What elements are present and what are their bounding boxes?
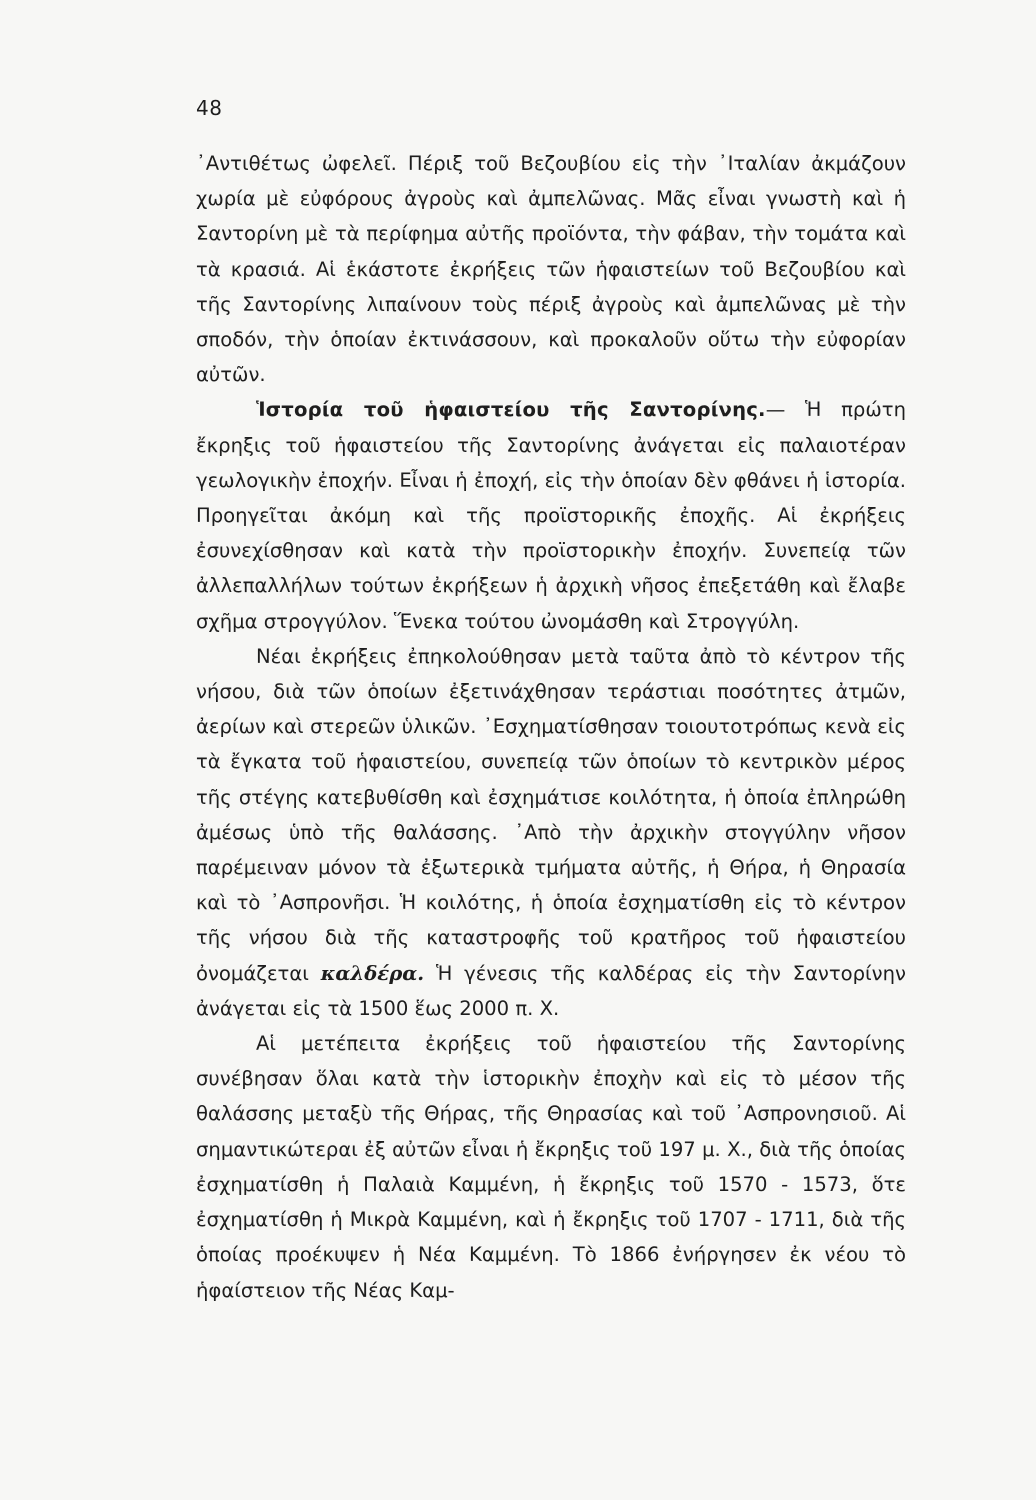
body-text bbox=[196, 146, 906, 1308]
paragraph-3-text-before: Νέαι ἐκρήξεις ἐπηκολούθησαν μετὰ ταῦτα ἀπὸ τὸ κέντρον τῆς νήσου, διὰ τῶν ὁποίων ἐξετινάχθησαν τεράστιαι ποσότητες ἀτμῶν, ἀερίων καὶ στερεῶν ὑλικῶν. ᾿Εσχηματίσθησαν τοιουτοτρόπως κενὰ εἰς τὰ ἔγκατα τοῦ ἡφαιστείου, συνεπείᾳ τῶν ὁποίων τὸ κεντρικὸν μέρος τῆς στέγης κατεβυθίσθη καὶ ἐσχημάτισε κοιλότητα, ἡ ὁποία ἐπληρώθη ἀμέσως ὑπὸ τῆς θαλάσσης. ᾿Απὸ τὴν ἀρχικὴν στογγύλην νῆσον παρέμειναν μόνον τὰ ἐξωτερικὰ τμήματα αὐτῆς, ἡ Θήρα, ἡ Θηρασία καὶ τὸ ᾿Ασπρονῆσι. Ἡ κοιλότης, ἡ ὁποία ἐσχηματίσθη εἰς τὸ κέντρον τῆς νήσου διὰ τῆς καταστροφῆς τοῦ κρατῆρος τοῦ ἡφαιστείου ὀνομάζεται bbox=[196, 644, 906, 985]
caldera-term: καλδέρα. bbox=[320, 961, 425, 985]
paragraph-4: Αἱ μετέπειτα ἐκρήξεις τοῦ ἡφαιστείου τῆς Σαντορίνης συνέβησαν ὅλαι κατὰ τὴν ἱστορικὴν ἐποχὴν καὶ εἰς τὸ μέσον τῆς θαλάσσης μεταξὺ τῆς Θήρας, τῆς Θηρασίας καὶ τοῦ ᾿Ασπρονησιοῦ. Αἱ σημαντικώτεραι ἐξ αὐτῶν εἶναι ἡ ἔκρηξις τοῦ 197 μ. Χ., διὰ τῆς ὁποίας ἐσχηματίσθη ἡ Παλαιὰ Καμμένη, ἡ ἔκρηξις τοῦ 1570 - 1573, ὅτε ἐσχηματίσθη ἡ Μικρὰ Καμμένη, καὶ ἡ ἔκρηξις τοῦ 1707 - 1711, διὰ τῆς ὁποίας προέκυψεν ἡ Νέα Καμμένη. Τὸ 1866 ἐνήργησεν ἐκ νέου τὸ ἡφαίστειον τῆς Νέας Καμ- bbox=[196, 1032, 906, 1302]
paragraph-3 bbox=[196, 639, 906, 1026]
section-heading: Ἱστορία τοῦ ἡφαιστείου τῆς Σαντορίνης. bbox=[256, 398, 766, 422]
paragraph-3-text-after: Ἡ γένεσις τῆς καλδέρας εἰς τὴν Σαντορίνην ἀνάγεται εἰς τὰ 1500 ἕως 2000 π. Χ. bbox=[196, 961, 906, 1020]
paragraph-2-text: — Ἡ πρώτη ἔκρηξις τοῦ ἡφαιστείου τῆς Σαντορίνης ἀνάγεται εἰς παλαιοτέραν γεωλογικὴν ἐποχήν. Εἶναι ἡ ἐποχή, εἰς τὴν ὁποίαν δὲν φθάνει ἡ ἱστορία. Προηγεῖται ἀκόμη καὶ τῆς προϊστορικῆς ἐποχῆς. Αἱ ἐκρήξεις ἐσυνεχίσθησαν καὶ κατὰ τὴν προϊστορικὴν ἐποχήν. Συνεπείᾳ τῶν ἀλλεπαλλήλων τούτων ἐκρήξεων ἡ ἀρχικὴ νῆσος ἐπεξετάθη καὶ ἔλαβε σχῆμα στρογγύλον. Ἕνεκα τούτου ὠνομάσθη καὶ Στρογγύλη. bbox=[196, 398, 906, 633]
paragraph-1: ᾿Αντιθέτως ὠφελεῖ. Πέριξ τοῦ Βεζουβίου εἰς τὴν ᾿Ιταλίαν ἀκμάζουν χωρία μὲ εὐφόρους ἀγροὺς καὶ ἀμπελῶνας. Μᾶς εἶναι γνωστὴ καὶ ἡ Σαντορίνη μὲ τὰ περίφημα αὐτῆς προϊόντα, τὴν φάβαν, τὴν τομάτα καὶ τὰ κρασιά. Αἱ ἑκάστοτε ἐκρήξεις τῶν ἡφαιστείων τοῦ Βεζουβίου καὶ τῆς Σαντορίνης λιπαίνουν τοὺς πέριξ ἀγροὺς καὶ ἀμπελῶνας μὲ τὴν σποδόν, τὴν ὁποίαν ἐκτινάσσουν, καὶ προκαλοῦν οὕτω τὴν εὐφορίαν αὐτῶν. bbox=[196, 152, 906, 387]
page-number: 48 bbox=[196, 96, 223, 120]
paragraph-2 bbox=[196, 392, 906, 638]
